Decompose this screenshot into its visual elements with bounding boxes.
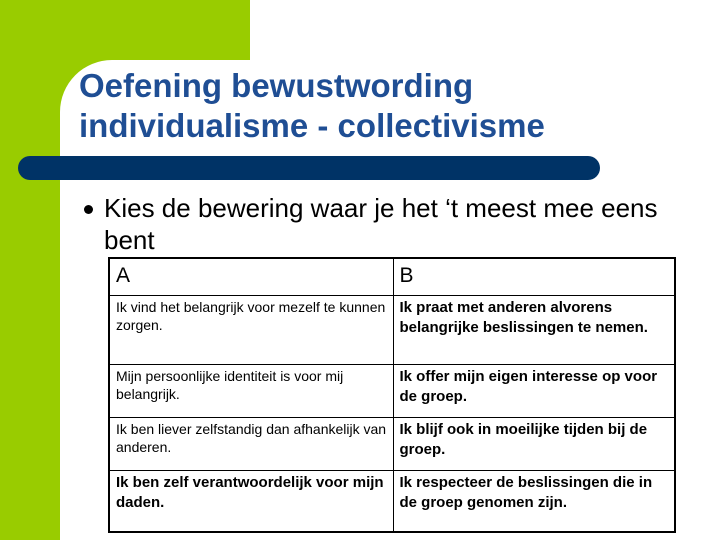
table-row <box>109 471 675 533</box>
statement-b-2: Ik offer mijn eigen interesse op voor de groep. <box>393 365 675 418</box>
statement-a-1: Ik vind het belangrijk voor mezelf te kunnen zorgen. <box>109 296 393 365</box>
table-row <box>109 418 675 471</box>
statement-a-4: Ik ben zelf verantwoordelijk voor mijn daden. <box>109 471 393 533</box>
table-row <box>109 296 675 365</box>
slide-title <box>79 66 545 146</box>
slide-title-line-2: individualisme - collectivisme <box>79 107 545 144</box>
statement-b-1: Ik praat met anderen alvorens belangrijke beslissingen te nemen. <box>393 296 675 365</box>
column-header-a: A <box>109 258 393 296</box>
statement-a-2: Mijn persoonlijke identiteit is voor mij belangrijk. <box>109 365 393 418</box>
statements-table <box>108 257 676 533</box>
slide-title-line-1: Oefening bewustwording <box>79 67 474 104</box>
statement-a-3: Ik ben liever zelfstandig dan afhankelijk van anderen. <box>109 418 393 471</box>
accent-strip-left <box>0 0 60 540</box>
column-header-b: B <box>393 258 675 296</box>
bullet-text: Kies de bewering waar je het ‘t meest mee eens bent <box>104 193 658 255</box>
title-divider-bar <box>18 156 600 180</box>
table-row <box>109 365 675 418</box>
bullet-dot-icon <box>84 205 93 214</box>
table-header-row <box>109 258 675 296</box>
statement-b-3: Ik blijf ook in moeilijke tijden bij de groep. <box>393 418 675 471</box>
statement-b-4: Ik respecteer de beslissingen die in de groep genomen zijn. <box>393 471 675 533</box>
